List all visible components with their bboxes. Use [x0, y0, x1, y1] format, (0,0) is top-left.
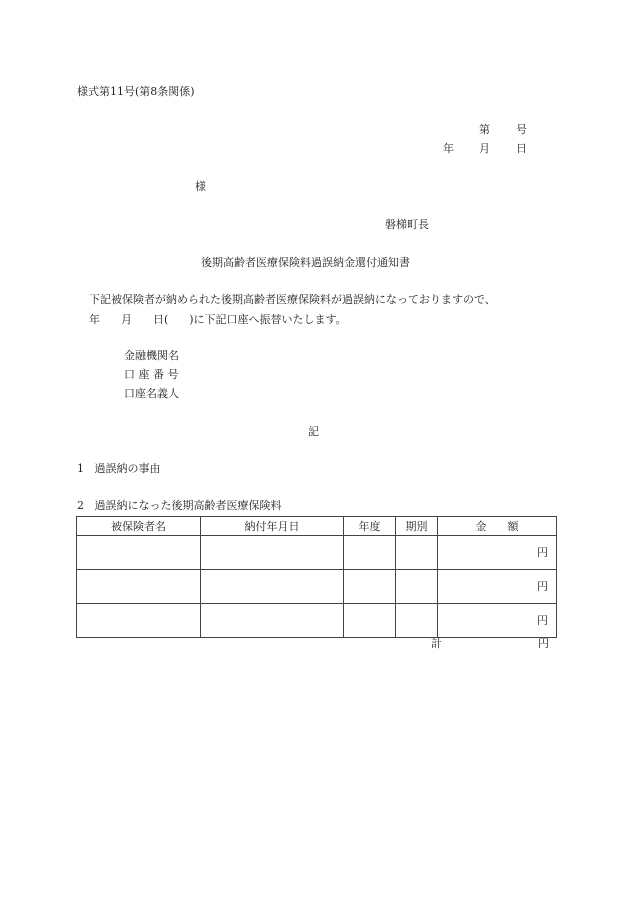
table-row: [77, 604, 557, 638]
section-2: [77, 500, 282, 511]
section-2-number: 2: [77, 499, 84, 512]
header-insured-name: 被保険者名: [77, 517, 201, 536]
refund-table: [76, 516, 557, 638]
section-1-text: 過誤納の事由: [94, 462, 161, 475]
cell-amount: 円: [438, 536, 557, 570]
table-row: [77, 536, 557, 570]
account-number-label: 口 座 番 号: [124, 368, 179, 381]
cell-period: [396, 604, 438, 638]
body-rest: )に下記口座へ振替いたします。: [189, 313, 347, 326]
bank-name-label: 金融機関名: [124, 349, 179, 362]
doc-no-go: 号: [516, 123, 527, 136]
header-amount-a: 金: [475, 519, 487, 533]
body-year: 年: [89, 313, 100, 326]
date-year: 年: [443, 142, 454, 155]
table-header-row: [77, 517, 557, 536]
cell-insured-name: [77, 604, 201, 638]
header-period: 期別: [396, 517, 438, 536]
cell-amount: 円: [438, 604, 557, 638]
body-line-1: 下記被保険者が納められた後期高齢者医療保険料が過誤納になっておりますので、: [89, 293, 496, 306]
cell-amount: 円: [438, 570, 557, 604]
body-line-2: [89, 314, 347, 325]
addressee-suffix: 様: [195, 180, 206, 193]
cell-period: [396, 570, 438, 604]
body-day: 日(: [152, 313, 169, 326]
cell-fiscal-year: [344, 536, 396, 570]
cell-payment-date: [201, 536, 344, 570]
cell-period: [396, 536, 438, 570]
doc-no-dai: 第: [479, 123, 490, 136]
account-holder-label: 口座名義人: [124, 387, 179, 400]
cell-fiscal-year: [344, 570, 396, 604]
cell-fiscal-year: [344, 604, 396, 638]
date-month: 月: [479, 142, 490, 155]
cell-insured-name: [77, 570, 201, 604]
header-amount-b: 額: [507, 519, 519, 533]
header-payment-date: 納付年月日: [201, 517, 344, 536]
section-1: [77, 463, 161, 474]
header-amount: [438, 517, 557, 536]
cell-insured-name: [77, 536, 201, 570]
total-unit: 円: [538, 637, 549, 650]
sender-name: 磐梯町長: [385, 218, 429, 231]
cell-payment-date: [201, 604, 344, 638]
cell-payment-date: [201, 570, 344, 604]
date-day: 日: [516, 142, 527, 155]
section-2-text: 過誤納になった後期高齢者医療保険料: [94, 499, 282, 512]
table-row: [77, 570, 557, 604]
header-fiscal-year: 年度: [344, 517, 396, 536]
document-title: 後期高齢者医療保険料過誤納金還付通知書: [201, 256, 410, 269]
body-month: 月: [120, 313, 132, 326]
form-number: 様式第11号(第8条関係): [77, 85, 195, 98]
ki-heading: 記: [308, 425, 319, 438]
total-label: 計: [431, 637, 442, 650]
section-1-number: 1: [77, 462, 84, 475]
